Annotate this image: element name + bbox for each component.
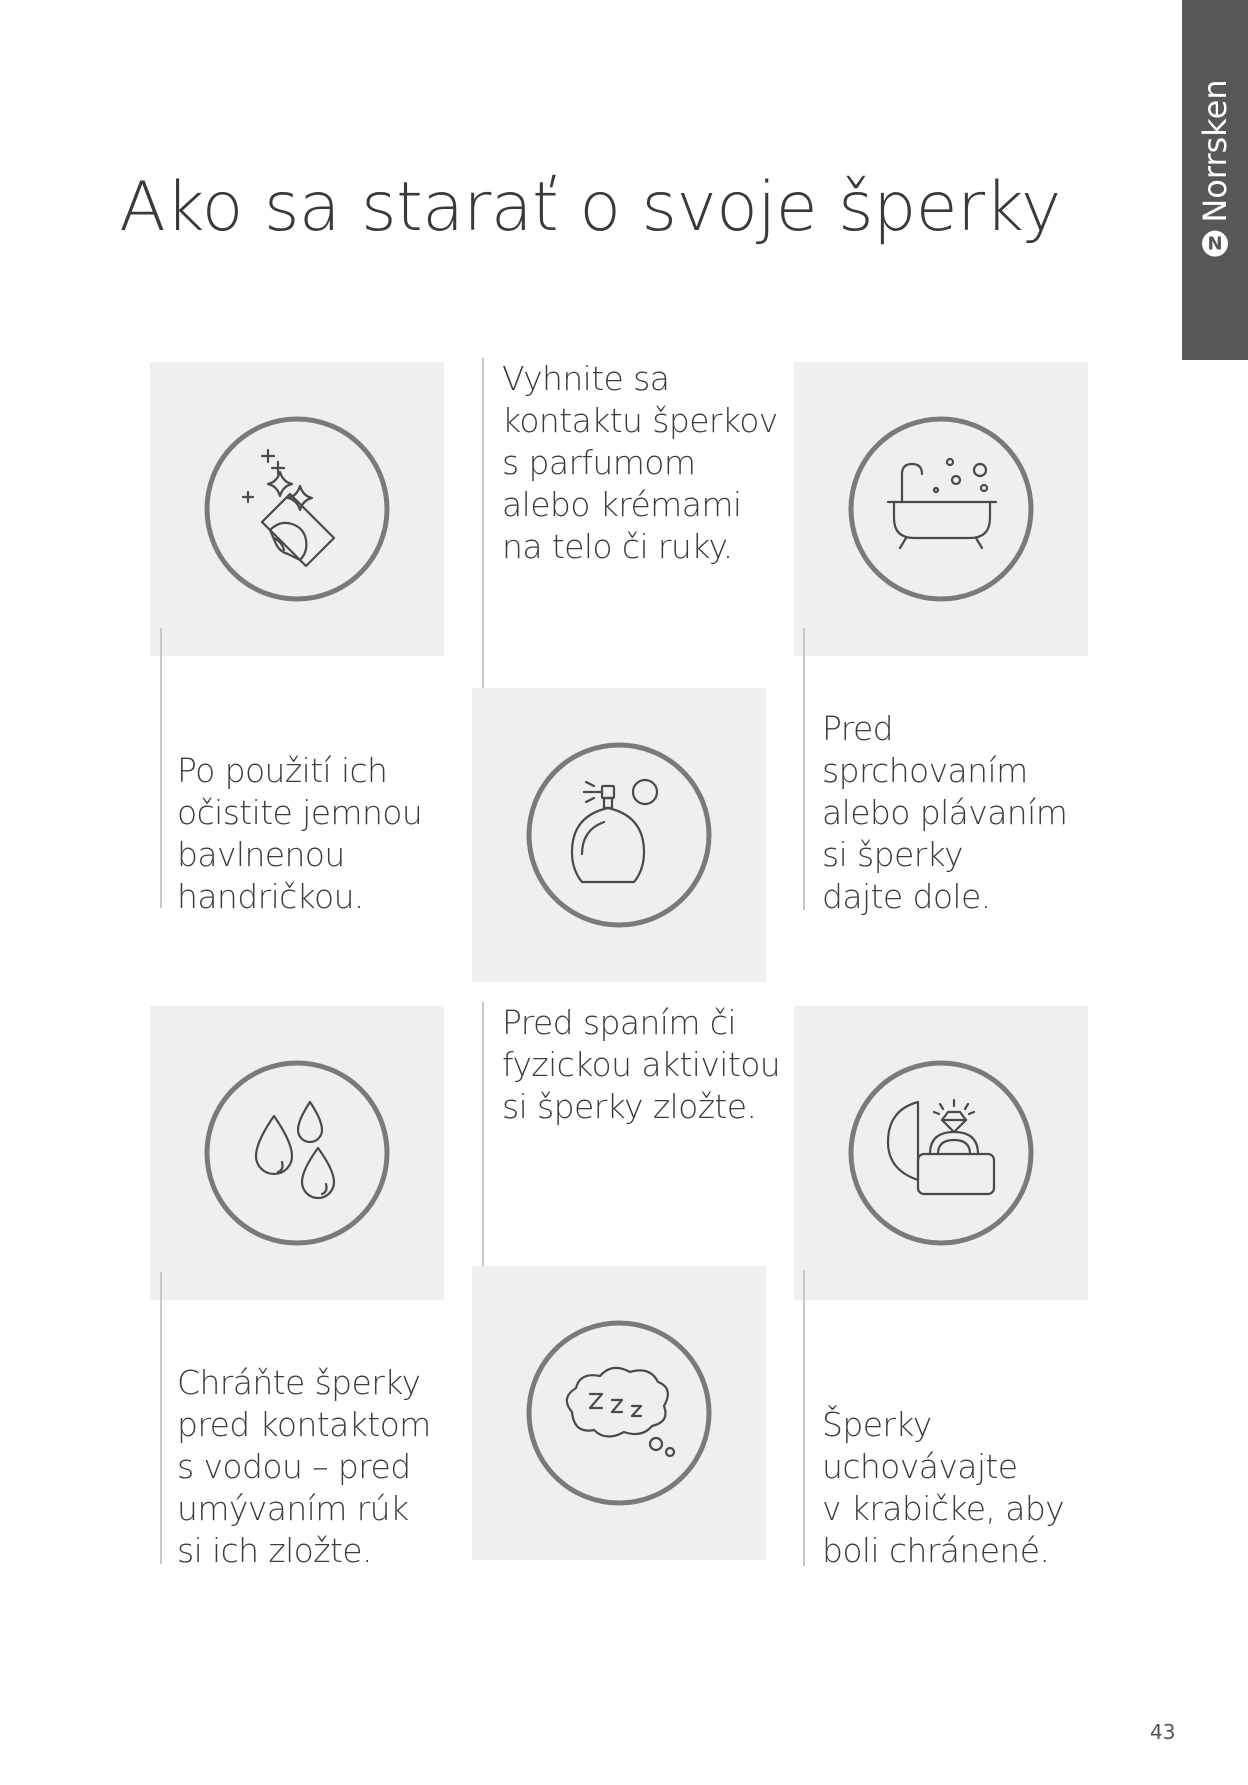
bathtub-icon: [794, 362, 1088, 656]
tip-4-text: [160, 1272, 431, 1570]
tip-4-icon-tile: [150, 1006, 444, 1300]
page-title: Ako sa starať o svoje šperky: [119, 168, 1061, 247]
brand-label: [1196, 79, 1234, 256]
tip-1-label: Po použití ich očistite jemnou bavlnenou handričkou.: [177, 751, 423, 916]
cleaning-cloth-icon: [150, 362, 444, 656]
page-number: 43: [1150, 1720, 1176, 1744]
norrsken-logo-icon: N: [1202, 231, 1228, 257]
tip-2-label: Vyhnite sa kontaktu šperkov s parfumom alebo krémami na telo či ruky.: [502, 359, 778, 566]
tip-3-text: [803, 628, 1068, 916]
brand-name: Norrsken: [1196, 79, 1234, 223]
sleep-zzz-icon: [472, 1266, 766, 1560]
perfume-bottle-icon: [472, 688, 766, 982]
tip-4-label: Chráňte šperky pred kontaktom s vodou – pred umývaním rúk si ich zložte.: [177, 1363, 431, 1570]
water-drops-icon: [150, 1006, 444, 1300]
tip-5-text: [482, 1002, 780, 1300]
ring-box-icon: [794, 1006, 1088, 1300]
tip-2-text: [482, 358, 778, 714]
tip-2-icon-tile: [472, 688, 766, 982]
tip-1-text: [160, 628, 423, 916]
tip-6-text: [803, 1270, 1065, 1570]
tip-5-icon-tile: [472, 1266, 766, 1560]
tip-1-icon-tile: [150, 362, 444, 656]
brand-tab: [1182, 0, 1248, 360]
tip-6-label: Šperky uchovávajte v krabičke, aby boli chránené.: [822, 1405, 1065, 1570]
tip-3-label: Pred sprchovaním alebo plávaním si šperky dajte dole.: [822, 709, 1068, 916]
tip-6-icon-tile: [794, 1006, 1088, 1300]
tip-3-icon-tile: [794, 362, 1088, 656]
tip-5-label: Pred spaním či fyzickou aktivitou si šperky zložte.: [502, 1003, 781, 1126]
